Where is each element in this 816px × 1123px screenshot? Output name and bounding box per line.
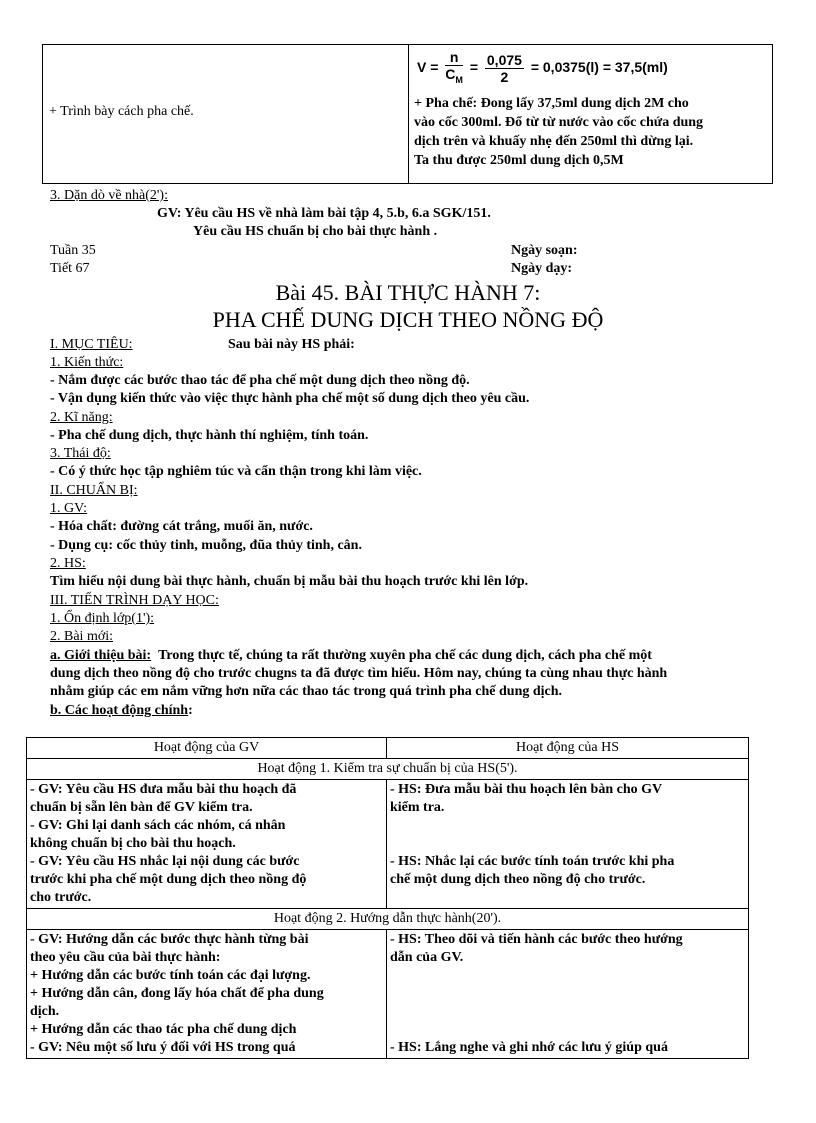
column-header-hs: Hoạt động của HS	[387, 738, 749, 759]
act1-gv-line: - GV: Ghi lại danh sách các nhóm, cá nhân	[30, 818, 286, 833]
homework-heading: 3. Dặn dò về nhà(2'):	[50, 188, 168, 203]
spacer	[390, 985, 745, 1003]
table-header-row	[27, 738, 749, 759]
fraction-numerator: n	[445, 49, 463, 66]
act1-gv-line: chuẩn bị sẵn lên bàn để GV kiểm tra.	[30, 800, 253, 815]
intro-paragraph-line-1	[50, 647, 652, 665]
act2-gv-line: - GV: Hướng dẫn các bước thực hành từng bài	[30, 932, 309, 947]
act2-gv-line: + Hướng dẫn cân, đong lấy hóa chất để pha dung	[30, 986, 324, 1001]
act1-gv-line: trước khi pha chế một dung dịch theo nồng độ	[30, 872, 307, 887]
activity-1-hs-cell	[387, 780, 749, 909]
activity-2-gv-cell	[27, 930, 387, 1059]
activity-1-gv-cell	[27, 780, 387, 909]
table-divider	[408, 45, 409, 183]
column-header-gv: Hoạt động của GV	[27, 738, 387, 759]
intro-paragraph-line-3: nhằm giúp các em nắm vững hơn nữa các thao tác trong quá trình pha chế dung dịch.	[50, 684, 563, 699]
activity-1-row	[27, 780, 749, 909]
denominator-c: C	[445, 66, 456, 82]
activities-label: b. Các hoạt động chính	[50, 703, 189, 718]
formula-result: = 0,0375(l) = 37,5(ml)	[530, 59, 668, 76]
knowledge-item-2: - Vận dụng kiến thức vào việc thực hành pha chế một số dung dịch theo yêu cầu.	[50, 391, 530, 406]
act1-gv-line: - GV: Yêu cầu HS nhắc lại nội dung các bước	[30, 854, 300, 869]
act2-gv-line: + Hướng dẫn các thao tác pha chế dung dịch	[30, 1022, 297, 1037]
step-2: 2. Bài mới:	[50, 629, 114, 644]
spacer	[390, 1021, 745, 1039]
act2-gv-line: + Hướng dẫn các bước tính toán các đại lượng.	[30, 968, 311, 983]
activity-2-hs-cell	[387, 930, 749, 1059]
teach-date-label: Ngày dạy:	[511, 261, 573, 276]
act2-hs-line: - HS: Theo dõi và tiến hành các bước theo hướng	[390, 932, 683, 947]
spacer	[390, 967, 745, 985]
gv-item-2: - Dụng cụ: cốc thủy tinh, muỗng, đũa thủy tinh, cân.	[50, 538, 362, 553]
lesson-subtitle: PHA CHẾ DUNG DỊCH THEO NỒNG ĐỘ	[212, 307, 604, 332]
homework-line-1: GV: Yêu cầu HS về nhà làm bài tập 4, 5.b, 6.a SGK/151.	[157, 206, 491, 221]
objectives-intro: Sau bài này HS phải:	[228, 337, 355, 352]
lesson-title: Bài 45. BÀI THỰC HÀNH 7:	[275, 280, 541, 305]
prep-line-4: Ta thu được 250ml dung dịch 0,5M	[414, 153, 624, 168]
activities-heading	[50, 702, 193, 720]
gv-item-1: - Hóa chất: đường cát trắng, muối ăn, nước.	[50, 519, 313, 534]
hs-heading: 2. HS:	[50, 556, 86, 571]
act2-hs-line: dẫn của GV.	[390, 950, 464, 965]
homework-line-2: Yêu cầu HS chuẩn bị cho bài thực hành .	[193, 224, 438, 239]
act2-gv-line: theo yêu cầu của bài thực hành:	[30, 950, 221, 965]
formula-equals: =	[469, 59, 478, 76]
fraction-denominator-value: 2	[500, 68, 509, 85]
prep-line-1: + Pha chế: Đong lấy 37,5ml dung dịch 2M cho	[414, 96, 689, 111]
act1-gv-line: - GV: Yêu cầu HS đưa mẫu bài thu hoạch đã	[30, 782, 297, 797]
left-cell-text: + Trình bày cách pha chế.	[49, 104, 194, 119]
fraction-denominator	[445, 66, 463, 88]
period-label: Tiết 67	[50, 261, 90, 276]
denominator-subscript: M	[455, 74, 463, 85]
objectives-heading: I. MỤC TIÊU:	[50, 337, 133, 352]
act1-hs-line: - HS: Nhắc lại các bước tính toán trước khi pha	[390, 854, 675, 869]
activity-1-title-row	[27, 759, 749, 780]
prep-line-3: dịch trên và khuấy nhẹ đến 250ml thì dừng lại.	[414, 134, 694, 149]
intro-label: a. Giới thiệu bài:	[50, 648, 152, 663]
act1-gv-line: cho trước.	[30, 890, 92, 905]
step-1: 1. Ổn định lớp(1'):	[50, 611, 155, 626]
gv-heading: 1. GV:	[50, 501, 88, 516]
act1-hs-line: kiểm tra.	[390, 800, 445, 815]
act2-hs-line: - HS: Lắng nghe và ghi nhớ các lưu ý giúp quá	[390, 1040, 668, 1055]
attitude-heading: 3. Thái độ:	[50, 446, 111, 461]
activity-1-title: Hoạt động 1. Kiểm tra sự chuẩn bị của HS(5').	[27, 759, 749, 780]
formula-lhs: V =	[417, 59, 439, 76]
preparation-heading: II. CHUẨN BỊ:	[50, 483, 138, 498]
answer-table	[42, 44, 773, 184]
act1-hs-line: chế một dung dịch theo nồng độ cho trước.	[390, 872, 646, 887]
spacer	[390, 1003, 745, 1021]
fraction-values	[485, 52, 524, 85]
knowledge-heading: 1. Kiến thức:	[50, 355, 124, 370]
prep-line-2: vào cốc 300ml. Đổ từ từ nước vào cốc chứa dung	[414, 115, 704, 130]
skills-heading: 2. Kĩ năng:	[50, 410, 113, 425]
act2-gv-line: - GV: Nêu một số lưu ý đối với HS trong quá	[30, 1040, 296, 1055]
attitude-text: - Có ý thức học tập nghiêm túc và cẩn thận trong khi làm việc.	[50, 464, 422, 479]
fraction-numerator-value: 0,075	[486, 51, 522, 68]
skills-text: - Pha chế dung dịch, thực hành thí nghiệm, tính toán.	[50, 428, 369, 443]
intro-paragraph-line-2: dung dịch theo nồng độ cho trước chugns ta đã được tìm hiểu. Hôm nay, chúng ta cùng nhau thực hành	[50, 666, 668, 681]
volume-formula	[417, 49, 668, 88]
spacer	[390, 835, 745, 853]
week-label: Tuần 35	[50, 243, 96, 258]
fraction-n-over-cm	[445, 49, 463, 88]
act1-gv-line: không chuẩn bị cho bài thu hoạch.	[30, 836, 236, 851]
activity-2-title: Hoạt động 2. Hướng dẫn thực hành(20').	[27, 909, 749, 930]
act2-gv-line: dịch.	[30, 1004, 60, 1019]
hs-text: Tìm hiểu nội dung bài thực hành, chuẩn bị mẫu bài thu hoạch trước khi lên lớp.	[50, 574, 529, 589]
activity-2-title-row	[27, 909, 749, 930]
act1-hs-line: - HS: Đưa mẫu bài thu hoạch lên bàn cho GV	[390, 782, 663, 797]
prep-date-label: Ngày soạn:	[511, 243, 578, 258]
intro-text-1: Trong thực tế, chúng ta rất thường xuyên pha chế các dung dịch, cách pha chế một	[158, 648, 652, 663]
spacer	[390, 817, 745, 835]
activities-colon: :	[188, 703, 193, 718]
knowledge-item-1: - Nắm được các bước thao tác để pha chế một dung dịch theo nồng độ.	[50, 373, 470, 388]
activity-table	[26, 737, 749, 1059]
activity-2-row	[27, 930, 749, 1059]
process-heading: III. TIẾN TRÌNH DẠY HỌC:	[50, 593, 219, 608]
